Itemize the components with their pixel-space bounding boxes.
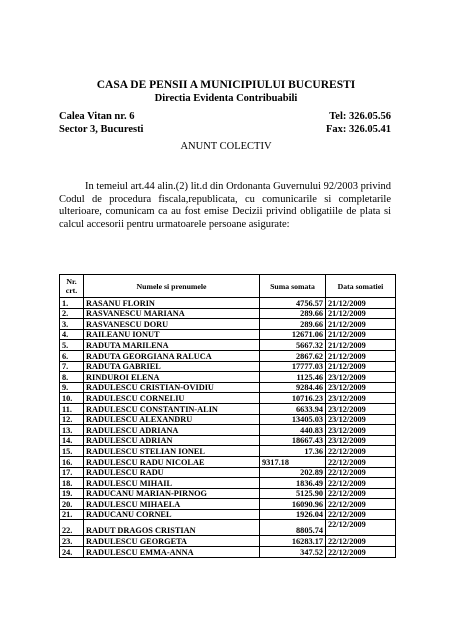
row-number: 8. [60,372,84,383]
row-number: 24. [60,547,84,558]
row-sum: 8805.74 [260,520,326,536]
notice-paragraph [59,181,391,231]
row-name: RASANU FLORIN [84,298,260,309]
row-number: 11. [60,403,84,414]
table-row [60,340,396,351]
row-sum: 202.89 [260,467,326,478]
row-date: 23/12/2009 [326,435,396,446]
row-date: 23/12/2009 [326,382,396,393]
row-name: RADUTA GABRIEL [84,361,260,372]
row-number: 20. [60,499,84,510]
row-date: 23/12/2009 [326,425,396,436]
row-date: 23/12/2009 [326,414,396,425]
row-name: RADULESCU MIHAELA [84,499,260,510]
row-sum: 17777.03 [260,361,326,372]
row-date: 21/12/2009 [326,319,396,330]
table-row [60,372,396,383]
row-date: 22/12/2009 [326,547,396,558]
row-name: RADULESCU ADRIAN [84,435,260,446]
row-name: RADULESCU RADU [84,467,260,478]
row-name: RADUTA MARILENA [84,340,260,351]
row-number: 23. [60,536,84,547]
table-row [60,547,396,558]
row-number: 4. [60,329,84,340]
row-date: 22/12/2009 [326,446,396,457]
table-row [60,393,396,404]
row-number: 3. [60,319,84,330]
row-sum: 1836.49 [260,478,326,489]
table-row [60,308,396,319]
row-sum: 2867.62 [260,350,326,361]
row-date: 22/12/2009 [326,509,396,520]
row-name: RASVANESCU DORU [84,319,260,330]
row-date: 21/12/2009 [326,308,396,319]
row-number: 9. [60,382,84,393]
column-header-nr: Nr. crt. [60,275,84,298]
row-number: 14. [60,435,84,446]
table-row [60,382,396,393]
fax-number: Fax: 326.05.41 [325,124,391,135]
row-sum: 5667.32 [260,340,326,351]
row-sum: 18667.43 [260,435,326,446]
row-name: RADULESCU CONSTANTIN-ALIN [84,403,260,414]
row-name: RADUT DRAGOS CRISTIAN [84,520,260,536]
row-date: 23/12/2009 [326,372,396,383]
row-sum: 4756.57 [260,298,326,309]
table-row [60,520,396,536]
row-number: 12. [60,414,84,425]
table-row [60,488,396,499]
row-sum: 13405.03 [260,414,326,425]
row-date: 22/12/2009 [326,499,396,510]
row-date: 21/12/2009 [326,350,396,361]
table-row [60,350,396,361]
row-name: RADULESCU GEORGETA [84,536,260,547]
row-sum: 1926.04 [260,509,326,520]
phone-number: Tel: 326.05.56 [329,111,391,122]
row-number: 19. [60,488,84,499]
table-row [60,414,396,425]
table-row [60,499,396,510]
table-row [60,536,396,547]
row-sum: 289.66 [260,308,326,319]
row-sum: 1125.46 [260,372,326,383]
row-date: 22/12/2009 [326,478,396,489]
table-row [60,361,396,372]
row-sum: 10716.23 [260,393,326,404]
row-sum: 9317.18 [260,456,326,467]
row-name: RADULESCU STELIAN IONEL [84,446,260,457]
row-number: 13. [60,425,84,436]
row-sum: 347.52 [260,547,326,558]
row-sum: 16090.96 [260,499,326,510]
row-date: 21/12/2009 [326,340,396,351]
table-row [60,467,396,478]
row-name: RADULESCU MIHAIL [84,478,260,489]
table-row [60,478,396,489]
row-number: 7. [60,361,84,372]
row-name: RASVANESCU MARIANA [84,308,260,319]
table-row [60,403,396,414]
row-number: 21. [60,509,84,520]
row-name: RADUTA GEORGIANA RALUCA [84,350,260,361]
row-date: 22/12/2009 [326,536,396,547]
row-sum: 5125.90 [260,488,326,499]
row-date: 23/12/2009 [326,393,396,404]
table-row [60,329,396,340]
row-name: RADUCANU CORNEL [84,509,260,520]
table-row [60,456,396,467]
column-header-name: Numele si prenumele [84,275,260,298]
table-row [60,435,396,446]
column-header-date: Data somatiei [326,275,396,298]
row-number: 17. [60,467,84,478]
row-sum: 12671.06 [260,329,326,340]
table-header-row [60,275,396,298]
department-name: Directia Evidenta Contribuabili [154,93,298,104]
row-name: RADULESCU CORNELIU [84,393,260,404]
address-street: Calea Vitan nr. 6 [59,111,135,122]
row-date: 21/12/2009 [326,361,396,372]
row-date: 22/12/2009 [326,456,396,467]
row-date: 21/12/2009 [326,298,396,309]
row-number: 16. [60,456,84,467]
row-number: 10. [60,393,84,404]
row-sum: 9284.46 [260,382,326,393]
row-name: RADULESCU CRISTIAN-OVIDIU [84,382,260,393]
row-sum: 6633.94 [260,403,326,414]
row-name: RADULESCU EMMA-ANNA [84,547,260,558]
row-number: 6. [60,350,84,361]
row-date: 22/12/2009 [326,488,396,499]
table-row [60,319,396,330]
table-row [60,509,396,520]
row-number: 22. [60,520,84,536]
row-date: 23/12/2009 [326,403,396,414]
row-name: RADULESCU ALEXANDRU [84,414,260,425]
row-sum: 289.66 [260,319,326,330]
row-name: RAILEANU IONUT [84,329,260,340]
row-number: 15. [60,446,84,457]
row-date: 22/12/2009 [326,467,396,478]
row-number: 18. [60,478,84,489]
row-sum: 440.83 [260,425,326,436]
row-number: 1. [60,298,84,309]
row-number: 5. [60,340,84,351]
row-date: 21/12/2009 [326,329,396,340]
notice-text: In temeiul art.44 alin.(2) lit.d din Ordonanta Guvernului 92/2003 privind Codul de procedura fiscala,republicata, cu comunicarile si completarile ulterioare, comunicam ca au fost emise Decizii privind obligatiile de plata si calcul accesorii pentru urmatoarele persoane asigurate: [59,181,391,230]
row-date: 22/12/2009 [326,520,396,536]
column-header-sum: Suma somata [260,275,326,298]
row-sum: 17.36 [260,446,326,457]
row-name: RINDUROI ELENA [84,372,260,383]
row-number: 2. [60,308,84,319]
table-row [60,446,396,457]
table-row [60,425,396,436]
table-row [60,298,396,309]
row-sum: 16283.17 [260,536,326,547]
institution-name: CASA DE PENSII A MUNICIPIULUI BUCURESTI [96,79,356,91]
row-name: RADUCANU MARIAN-PIRNOG [84,488,260,499]
row-name: RADULESCU ADRIANA [84,425,260,436]
address-sector: Sector 3, Bucuresti [59,124,144,135]
row-name: RADULESCU RADU NICOLAE [84,456,260,467]
document-title: ANUNT COLECTIV [180,141,272,152]
debtors-table [59,274,396,558]
